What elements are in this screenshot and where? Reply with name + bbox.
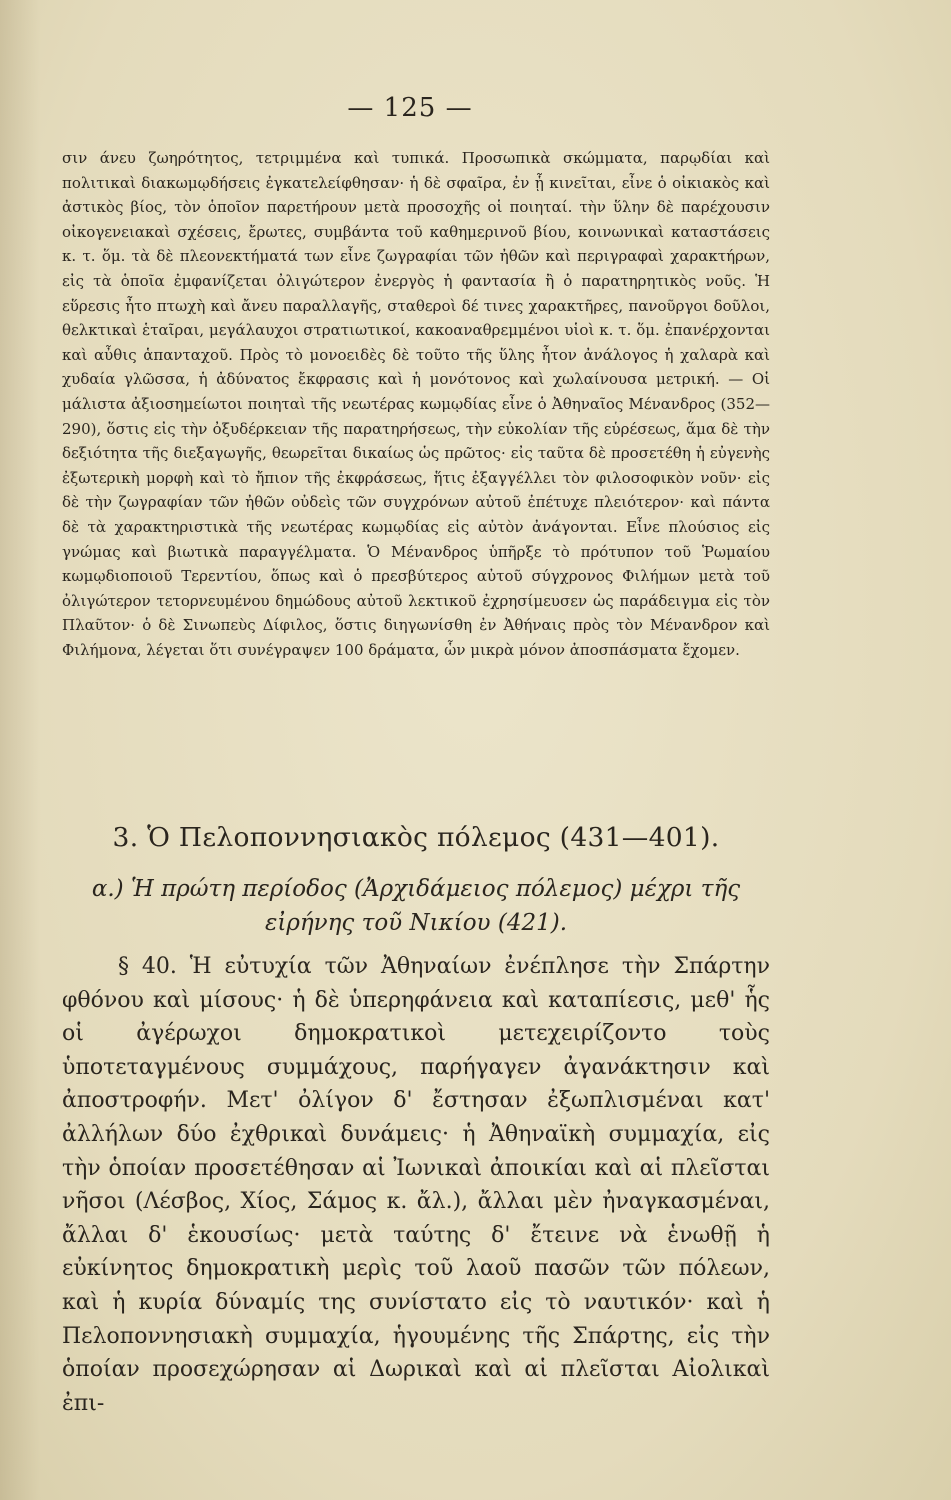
page-number: — 125 — [347, 93, 473, 123]
small-print-paragraph [62, 146, 770, 662]
small-paragraph-text: σιν άνευ ζωηρότητος, τετριμμένα καὶ τυπικά. Προσωπικὰ σκώμματα, παρῳδίαι καὶ πολιτικαὶ διακωμῳδήσεις ἐγκατελείφθησαν· ἡ δὲ σφαῖρα, ἐν ᾗ κινεῖται, εἶνε ὁ οἰκιακὸς καὶ ἀστικὸς βίος, τὸν ὁποῖον παρετήρουν μετὰ προσοχῆς οἱ ποιηταί. τὴν ὕλην δὲ παρέχουσιν οἰκογενειακαὶ σχέσεις, ἔρωτες, συμβάντα τοῦ καθημερινοῦ βίου, κοινωνικαὶ καταστάσεις κ. τ. ὅμ. τὰ δὲ πλεονεκτήματά των εἶνε ζωγραφίαι τῶν ἠθῶν καὶ περιγραφαὶ χαρακτήρων, εἰς τὰ ὁποῖα ἐμφανίζεται ὀλιγώτερον ἐνεργὸς ἡ φαντασία ἢ ὁ παρατηρητικὸς νοῦς. Ἡ εὕρεσις ἦτο πτωχὴ καὶ ἄνευ παραλλαγῆς, σταθεροὶ δέ τινες χαρακτῆρες, πανοῦργοι δοῦλοι, θελκτικαὶ ἑταῖραι, μεγάλαυχοι στρατιωτικοί, κακοαναθρεμμένοι υἱοὶ κ. τ. ὅμ. ἐπανέρχονται καὶ αὖθις ἁπανταχοῦ. Πρὸς τὸ μονοειδὲς δὲ τοῦτο τῆς ὕλης ἦτον ἀνάλογος ἡ χαλαρὰ καὶ χυδαία γλῶσσα, ἡ ἀδύνατος ἔκφρασις καὶ ἡ μονότονος καὶ χωλαίνουσα μετρική. — Οἱ μάλιστα ἀξιοσημείωτοι ποιηταὶ τῆς νεωτέρας κωμῳδίας εἶνε ὁ Ἀθηναῖος Μένανδρος (352—290), ὅστις εἰς τὴν ὀξυδέρκειαν τῆς παρατηρήσεως, τὴν εὐκολίαν τῆς εὑρέσεως, ἅμα δὲ τὴν δεξιότητα τῆς διεξαγωγῆς, θεωρεῖται δικαίως ὡς πρῶτος· εἰς ταῦτα δὲ προσετέθη ἡ εὐγενὴς ἐξωτερικὴ μορφὴ καὶ τὸ ἤπιον τῆς ἐκφράσεως, ἥτις ἐξαγγέλλει τὸν φιλοσοφικὸν νοῦν· εἰς δὲ τὴν ζωγραφίαν τῶν ἠθῶν οὐδεὶς τῶν συγχρόνων αὐτοῦ ἐπέτυχε πλειότερον· καὶ πάντα δὲ τὰ χαρακτηριστικὰ τῆς νεωτέρας κωμῳδίας εἰς αὐτὸν ἀνάγονται. Εἶνε πλούσιος εἰς γνώμας καὶ βιωτικὰ παραγγέλματα. Ὁ Μένανδρος ὑπῆρξε τὸ πρότυπον τοῦ Ῥωμαίου κωμῳδιοποιοῦ Τερεντίου, ὅπως καὶ ὁ πρεσβύτερος αὐτοῦ σύγχρονος Φιλήμων μετὰ τοῦ ὀλιγώτερον τετορνευμένου δημώδους αὐτοῦ λεκτικοῦ ἐχρησίμευσεν ὡς παράδειγμα εἰς τὸν Πλαῦτον· ὁ δὲ Σινωπεὺς Δίφιλος, ὅστις διηγωνίσθη ἐν Ἀθήναις πρὸς τὸν Μένανδρον καὶ Φιλήμονα, λέγεται ὅτι συνέγραψεν 100 δράματα, ὧν μικρὰ μόνον ἀποσπάσματα ἔχομεν. [62, 149, 770, 659]
main-paragraph [62, 950, 770, 1420]
main-paragraph-text: § 40. Ἡ εὐτυχία τῶν Ἀθηναίων ἐνέπλησε τὴν Σπάρτην φθόνου καὶ μίσους· ἡ δὲ ὑπερηφάνεια καὶ καταπίεσις, μεθ' ἧς οἱ ἀγέρωχοι δημοκρατικοὶ μετεχειρίζοντο τοὺς ὑποτεταγμένους συμμάχους, παρήγαγεν ἀγανάκτησιν καὶ ἀποστροφήν. Μετ' ὀλίγον δ' ἔστησαν ἐξωπλισμέναι κατ' ἀλλήλων δύο ἐχθρικαὶ δυνάμεις· ἡ Ἀθηναϊκὴ συμμαχία, εἰς τὴν ὁποίαν προσετέθησαν αἱ Ἰωνικαὶ ἀποικίαι καὶ αἱ πλεῖσται νῆσοι (Λέσβος, Χίος, Σάμος κ. ἄλ.), ἄλλαι μὲν ἠναγκασμέναι, ἄλλαι δ' ἑκουσίως· μετὰ ταύτης δ' ἔτεινε νὰ ἑνωθῇ ἡ εὐκίνητος δημοκρατικὴ μερὶς τοῦ λαοῦ πασῶν τῶν πόλεων, καὶ ἡ κυρία δύναμίς της συνίστατο εἰς τὸ ναυτικόν· καὶ ἡ Πελοποννησιακὴ συμμαχία, ἡγουμένης τῆς Σπάρτης, εἰς τὴν ὁποίαν προσεχώρησαν αἱ Δωρικαὶ καὶ αἱ πλεῖσται Αἰολικαὶ ἐπι- [62, 954, 770, 1416]
section-heading: 3. Ὁ Πελοποννησιακὸς πόλεμος (431—401). [112, 822, 720, 853]
binding-shadow [0, 0, 40, 1500]
section-subheading: α.) Ἡ πρώτη περίοδος (Ἀρχιδάμειος πόλεμος) μέχρι τῆς εἰρήνης τοῦ Νικίου (421). [91, 876, 741, 936]
